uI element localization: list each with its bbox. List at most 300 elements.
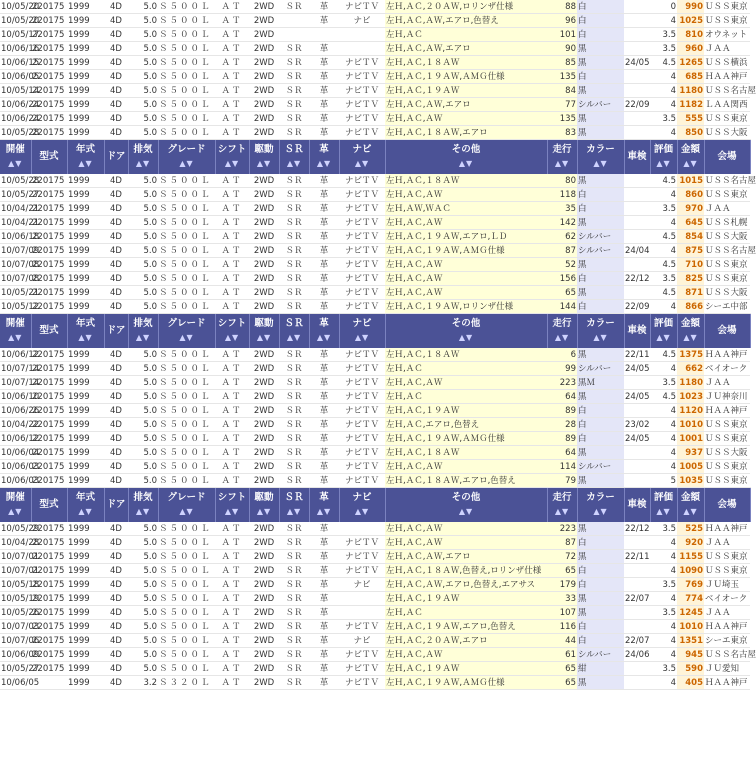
cell-year: 1999 xyxy=(67,244,104,258)
cell-drive: 2WD xyxy=(249,606,279,620)
cell-score: 4 xyxy=(650,404,677,418)
header-price xyxy=(677,140,704,175)
cell-year: 1999 xyxy=(67,216,104,230)
sort-arrows-icon[interactable]: ▲▼ xyxy=(316,333,332,342)
cell-drive: 2WD xyxy=(249,474,279,488)
sort-arrows-icon[interactable]: ▲▼ xyxy=(78,159,93,168)
cell-other: 左Ｈ,ＡＣ,ＡＷ,エアロ,色替え xyxy=(385,14,547,28)
sort-arrows-icon[interactable]: ▲▼ xyxy=(224,507,240,516)
cell-grade: Ｓ５００Ｌ xyxy=(158,404,215,418)
cell-navi: ナビＴＶ xyxy=(339,620,385,634)
cell-grade: Ｓ５００Ｌ xyxy=(158,620,215,634)
table-row[interactable] xyxy=(0,376,750,390)
header-displacement xyxy=(128,314,158,349)
cell-other: 左Ｈ,ＡＣ,ＡＷ xyxy=(385,216,547,230)
sort-arrows-icon[interactable]: ▲▼ xyxy=(224,333,240,342)
cell-date: 10/05/27 xyxy=(1,663,40,674)
header-label: 排気 xyxy=(133,492,153,503)
cell-grade: Ｓ５００Ｌ xyxy=(158,348,215,362)
table-row[interactable] xyxy=(0,14,750,28)
sort-arrows-icon[interactable]: ▲▼ xyxy=(286,333,302,342)
cell-color: 黒 xyxy=(577,474,624,488)
sort-arrows-icon[interactable]: ▲▼ xyxy=(286,159,302,168)
sort-arrows-icon[interactable]: ▲▼ xyxy=(458,333,474,342)
cell-score: 4 xyxy=(650,126,677,140)
cell-inspection: 24/06 xyxy=(625,649,650,660)
cell-other: 左Ｈ,ＡＣ,ＡＷ,エアロ,色替え,エアサス xyxy=(385,578,547,592)
cell-mileage: 118 xyxy=(547,188,577,202)
sort-arrows-icon[interactable]: ▲▼ xyxy=(354,159,370,168)
header-label: 駆動 xyxy=(254,318,274,329)
header-sunroof xyxy=(279,314,309,349)
cell-sunroof: ＳＲ xyxy=(279,174,309,188)
cell-date: 10/06/10 xyxy=(1,391,40,402)
cell-leather: 革 xyxy=(309,676,339,690)
sort-arrows-icon[interactable]: ▲▼ xyxy=(78,507,93,516)
table-row[interactable] xyxy=(0,286,750,300)
cell-year: 1999 xyxy=(67,606,104,620)
cell-price: 1001 xyxy=(677,432,704,446)
header-drive xyxy=(249,314,279,349)
sort-arrows-icon[interactable]: ▲▼ xyxy=(135,507,151,516)
sort-arrows-icon[interactable]: ▲▼ xyxy=(656,159,671,168)
cell-price: 1265 xyxy=(677,56,704,70)
cell-score: 4 xyxy=(650,564,677,578)
cell-drive: 2WD xyxy=(249,300,279,314)
cell-shift: ＡＴ xyxy=(215,286,249,300)
sort-arrows-icon[interactable]: ▲▼ xyxy=(458,159,474,168)
cell-sunroof xyxy=(279,14,309,28)
cell-color: 白 xyxy=(577,634,624,648)
sort-arrows-icon[interactable]: ▲▼ xyxy=(316,159,332,168)
table-row[interactable] xyxy=(0,28,750,42)
table-row[interactable] xyxy=(0,98,750,112)
cell-leather: 革 xyxy=(309,362,339,376)
table-row[interactable] xyxy=(0,460,750,474)
cell-shift: ＡＴ xyxy=(215,216,249,230)
cell-displacement: 5.0 xyxy=(128,634,158,648)
sort-arrows-icon[interactable]: ▲▼ xyxy=(256,159,272,168)
cell-venue: ＵＳＳ東京 xyxy=(704,474,750,488)
cell-navi xyxy=(339,42,385,56)
table-row[interactable] xyxy=(0,418,750,432)
cell-navi: ナビＴＶ xyxy=(339,648,385,662)
table-row[interactable] xyxy=(0,634,750,648)
cell-displacement: 5.0 xyxy=(128,286,158,300)
cell-drive: 2WD xyxy=(249,0,279,14)
cell-grade: Ｓ５００Ｌ xyxy=(158,362,215,376)
sort-arrows-icon[interactable]: ▲▼ xyxy=(593,333,608,342)
cell-grade: Ｓ５００Ｌ xyxy=(158,126,215,140)
cell-navi: ナビＴＶ xyxy=(339,70,385,84)
cell-navi: ナビＴＶ xyxy=(339,460,385,474)
cell-inspection xyxy=(624,404,650,418)
cell-price: 774 xyxy=(677,592,704,606)
sort-arrows-icon[interactable]: ▲▼ xyxy=(135,159,151,168)
cell-inspection xyxy=(624,446,650,460)
table-row[interactable] xyxy=(0,188,750,202)
cell-venue: ＵＳＳ東京 xyxy=(704,564,750,578)
cell-year: 1999 xyxy=(67,592,104,606)
sort-arrows-icon[interactable]: ▲▼ xyxy=(78,333,93,342)
sort-arrows-icon[interactable]: ▲▼ xyxy=(554,507,570,516)
cell-mileage: 61 xyxy=(547,648,577,662)
cell-drive: 2WD xyxy=(249,550,279,564)
cell-date: 10/06/15 xyxy=(1,57,40,68)
cell-model-code: 220175 xyxy=(31,348,67,362)
table-row[interactable] xyxy=(0,404,750,418)
cell-inspection xyxy=(624,126,650,140)
cell-mileage: 64 xyxy=(547,390,577,404)
table-row[interactable] xyxy=(0,648,750,662)
header-other xyxy=(385,140,547,175)
header-label: シフト xyxy=(217,492,247,503)
header-label: ＳＲ xyxy=(284,144,304,155)
cell-sunroof: ＳＲ xyxy=(279,42,309,56)
cell-drive: 2WD xyxy=(249,460,279,474)
cell-navi: ナビＴＶ xyxy=(339,676,385,690)
cell-drive: 2WD xyxy=(249,84,279,98)
cell-sunroof: ＳＲ xyxy=(279,216,309,230)
cell-doors: 4D xyxy=(104,14,128,28)
cell-other: 左Ｈ,ＡＣ,１８ＡＷ xyxy=(385,56,547,70)
sort-arrows-icon[interactable]: ▲▼ xyxy=(256,333,272,342)
cell-score: 4 xyxy=(650,84,677,98)
cell-displacement: 5.0 xyxy=(128,376,158,390)
cell-color: 黒 xyxy=(577,56,624,70)
cell-leather xyxy=(309,28,339,42)
sort-arrows-icon[interactable]: ▲▼ xyxy=(316,507,332,516)
cell-displacement: 5.0 xyxy=(128,620,158,634)
cell-color: 黒 xyxy=(577,592,624,606)
cell-navi: ナビＴＶ xyxy=(339,230,385,244)
sort-arrows-icon[interactable]: ▲▼ xyxy=(224,159,240,168)
table-row[interactable] xyxy=(0,432,750,446)
cell-model-code: 220175 xyxy=(31,42,67,56)
table-row[interactable] xyxy=(0,536,750,550)
cell-model-code: 220175 xyxy=(31,216,67,230)
cell-sunroof: ＳＲ xyxy=(279,634,309,648)
cell-navi: ナビＴＶ xyxy=(339,564,385,578)
cell-shift: ＡＴ xyxy=(215,202,249,216)
table-row[interactable] xyxy=(0,84,750,98)
cell-model-code: 220175 xyxy=(31,634,67,648)
cell-year: 1999 xyxy=(67,230,104,244)
table-row[interactable] xyxy=(0,606,750,620)
sort-arrows-icon[interactable]: ▲▼ xyxy=(656,333,671,342)
cell-color: 白 xyxy=(577,300,624,314)
cell-inspection xyxy=(624,662,650,676)
table-row[interactable] xyxy=(0,272,750,286)
cell-other: 左Ｈ,ＡＣ,ＡＷ,エアロ xyxy=(385,98,547,112)
cell-venue: ＵＳＳ名古屋 xyxy=(705,85,756,96)
cell-displacement: 5.0 xyxy=(128,460,158,474)
cell-date: 10/06/24 xyxy=(1,113,40,124)
cell-inspection xyxy=(624,28,650,42)
cell-displacement: 5.0 xyxy=(128,112,158,126)
cell-year: 1999 xyxy=(67,460,104,474)
cell-price: 871 xyxy=(677,286,704,300)
cell-color: 黒Ｍ xyxy=(577,376,624,390)
cell-navi: ナビＴＶ xyxy=(339,362,385,376)
header-label: 駆動 xyxy=(254,144,274,155)
table-row[interactable] xyxy=(0,112,750,126)
cell-model-code: 220175 xyxy=(31,362,67,376)
cell-grade: Ｓ５００Ｌ xyxy=(158,70,215,84)
header-label: 年式 xyxy=(75,318,95,329)
cell-color: 黒 xyxy=(577,42,624,56)
sort-arrows-icon[interactable]: ▲▼ xyxy=(554,159,570,168)
table-row[interactable] xyxy=(0,662,750,676)
sort-arrows-icon[interactable]: ▲▼ xyxy=(593,507,608,516)
table-row[interactable] xyxy=(0,0,750,14)
cell-drive: 2WD xyxy=(249,56,279,70)
cell-color: 黒 xyxy=(577,112,624,126)
cell-displacement: 5.0 xyxy=(128,216,158,230)
cell-displacement: 5.0 xyxy=(128,474,158,488)
cell-displacement: 5.0 xyxy=(128,230,158,244)
cell-other: 左Ｈ,ＡＣ,１９ＡＷ,エアロ,ＬＤ xyxy=(385,230,547,244)
cell-leather: 革 xyxy=(309,620,339,634)
header-label: ＳＲ xyxy=(284,318,304,329)
cell-mileage: 64 xyxy=(547,446,577,460)
cell-date: 10/06/18 xyxy=(1,231,40,242)
sort-arrows-icon[interactable]: ▲▼ xyxy=(354,507,370,516)
sort-arrows-icon[interactable]: ▲▼ xyxy=(8,507,23,516)
cell-year: 1999 xyxy=(67,662,104,676)
table-row[interactable] xyxy=(0,258,750,272)
cell-other: 左Ｈ,ＡＣ,１９ＡＷ,ＡＭＧ仕様 xyxy=(385,432,547,446)
sort-arrows-icon[interactable]: ▲▼ xyxy=(8,159,23,168)
header-label: 金額 xyxy=(680,144,700,155)
cell-shift: ＡＴ xyxy=(215,174,249,188)
header-score xyxy=(650,488,677,523)
cell-grade: Ｓ５００Ｌ xyxy=(158,258,215,272)
table-row[interactable] xyxy=(0,202,750,216)
cell-inspection: 22/09 xyxy=(625,301,650,312)
table-row[interactable] xyxy=(0,42,750,56)
cell-sunroof: ＳＲ xyxy=(279,662,309,676)
table-row[interactable] xyxy=(0,550,750,564)
cell-navi: ナビＴＶ xyxy=(339,446,385,460)
sort-arrows-icon[interactable]: ▲▼ xyxy=(8,333,23,342)
cell-venue: ＪＡＡ xyxy=(704,202,750,216)
cell-other: 左Ｈ,ＡＣ,１８ＡＷ,エアロ xyxy=(385,126,547,140)
cell-price: 590 xyxy=(677,662,704,676)
cell-mileage: 223 xyxy=(547,376,577,390)
cell-inspection xyxy=(624,174,650,188)
cell-shift: ＡＴ xyxy=(215,446,249,460)
cell-score: 4 xyxy=(650,188,677,202)
cell-venue: ＵＳＳ東京 xyxy=(704,432,750,446)
cell-mileage: 101 xyxy=(547,28,577,42)
header-label: 革 xyxy=(319,318,329,329)
cell-other: 左Ｈ,ＡＣ,１８ＡＷ,色替え,ロリンザ仕様 xyxy=(385,564,547,578)
table-row[interactable] xyxy=(0,230,750,244)
header-venue xyxy=(704,488,750,523)
sort-arrows-icon[interactable]: ▲▼ xyxy=(286,507,302,516)
cell-score: 3.5 xyxy=(650,202,677,216)
cell-leather: 革 xyxy=(309,112,339,126)
cell-venue: ＵＳＳ札幌 xyxy=(704,216,750,230)
cell-leather: 革 xyxy=(309,70,339,84)
cell-price: 854 xyxy=(677,230,704,244)
cell-year: 1999 xyxy=(67,70,104,84)
cell-sunroof: ＳＲ xyxy=(279,286,309,300)
cell-venue: ＪＡＡ xyxy=(704,536,750,550)
table-row[interactable] xyxy=(0,216,750,230)
cell-navi xyxy=(339,28,385,42)
cell-inspection xyxy=(624,578,650,592)
cell-date: 10/06/03 xyxy=(1,475,40,486)
cell-year: 1999 xyxy=(67,676,104,690)
sort-arrows-icon[interactable]: ▲▼ xyxy=(656,507,671,516)
cell-shift: ＡＴ xyxy=(215,28,249,42)
cell-score: 4 xyxy=(650,634,677,648)
header-grade xyxy=(158,140,215,175)
sort-arrows-icon[interactable]: ▲▼ xyxy=(179,507,194,516)
table-row[interactable] xyxy=(0,362,750,376)
cell-inspection: 23/02 xyxy=(625,419,650,430)
header-year xyxy=(67,140,104,175)
sort-arrows-icon[interactable]: ▲▼ xyxy=(135,333,151,342)
cell-navi: ナビＴＶ xyxy=(339,216,385,230)
cell-other: 左Ｈ,ＡＣ,ＡＷ xyxy=(385,536,547,550)
cell-navi: ナビＴＶ xyxy=(339,390,385,404)
cell-shift: ＡＴ xyxy=(215,564,249,578)
sort-arrows-icon[interactable]: ▲▼ xyxy=(179,333,194,342)
cell-doors: 4D xyxy=(104,474,128,488)
cell-color: 黒 xyxy=(577,348,624,362)
cell-inspection: 22/12 xyxy=(625,273,650,284)
cell-other: 左Ｈ,ＡＣ,１８ＡＷ,エアロ,色替え xyxy=(385,474,547,488)
cell-doors: 4D xyxy=(104,522,128,536)
cell-model-code: 220175 xyxy=(31,376,67,390)
table-row[interactable] xyxy=(0,592,750,606)
sort-arrows-icon[interactable]: ▲▼ xyxy=(683,507,698,516)
cell-date: 10/06/12 xyxy=(1,433,40,444)
cell-displacement: 5.0 xyxy=(128,564,158,578)
cell-doors: 4D xyxy=(104,230,128,244)
cell-navi: ナビＴＶ xyxy=(339,244,385,258)
cell-year: 1999 xyxy=(67,98,104,112)
header-score xyxy=(650,314,677,349)
cell-grade: Ｓ５００Ｌ xyxy=(158,244,215,258)
cell-score: 3.5 xyxy=(650,522,677,536)
header-color xyxy=(577,140,624,175)
cell-other: 左Ｈ,ＡＣ xyxy=(385,390,547,404)
cell-year: 1999 xyxy=(67,300,104,314)
cell-other: 左Ｈ,ＡＣ,１９ＡＷ xyxy=(385,404,547,418)
cell-navi: ナビＴＶ xyxy=(339,432,385,446)
table-row[interactable] xyxy=(0,474,750,488)
cell-displacement: 5.0 xyxy=(128,202,158,216)
cell-venue: ＨＡＡ神戸 xyxy=(704,676,750,690)
header-doors xyxy=(104,140,128,175)
cell-inspection xyxy=(624,620,650,634)
cell-shift: ＡＴ xyxy=(215,84,249,98)
cell-model-code: 220175 xyxy=(31,418,67,432)
cell-leather: 革 xyxy=(309,42,339,56)
table-row[interactable] xyxy=(0,620,750,634)
table-row[interactable] xyxy=(0,174,750,188)
cell-mileage: 96 xyxy=(547,14,577,28)
sort-arrows-icon[interactable]: ▲▼ xyxy=(683,333,698,342)
cell-model-code: 220175 xyxy=(31,258,67,272)
cell-venue: ＵＳＳ東京 xyxy=(704,418,750,432)
cell-doors: 4D xyxy=(104,676,128,690)
table-row[interactable] xyxy=(0,56,750,70)
table-row[interactable] xyxy=(0,522,750,536)
cell-year: 1999 xyxy=(67,348,104,362)
cell-price: 662 xyxy=(677,362,704,376)
cell-grade: Ｓ５００Ｌ xyxy=(158,216,215,230)
cell-score: 4 xyxy=(650,620,677,634)
table-row[interactable] xyxy=(0,676,750,690)
sort-arrows-icon[interactable]: ▲▼ xyxy=(593,159,608,168)
cell-inspection: 22/07 xyxy=(625,593,650,604)
cell-mileage: 65 xyxy=(547,564,577,578)
table-row[interactable] xyxy=(0,446,750,460)
cell-inspection xyxy=(624,676,650,690)
table-row[interactable] xyxy=(0,70,750,84)
cell-inspection xyxy=(624,376,650,390)
cell-color: シルバー xyxy=(577,648,624,662)
cell-displacement: 5.0 xyxy=(128,258,158,272)
sort-arrows-icon[interactable]: ▲▼ xyxy=(554,333,570,342)
sort-arrows-icon[interactable]: ▲▼ xyxy=(256,507,272,516)
cell-other: 左Ｈ,ＡＣ,１９ＡＷ,ＡＭＧ仕様 xyxy=(385,70,547,84)
cell-year: 1999 xyxy=(67,376,104,390)
cell-leather: 革 xyxy=(309,522,339,536)
header-model-code xyxy=(31,314,67,349)
cell-leather: 革 xyxy=(309,188,339,202)
cell-venue: ＵＳＳ横浜 xyxy=(704,56,750,70)
cell-color: 黒 xyxy=(577,286,624,300)
cell-price: 875 xyxy=(677,244,704,258)
cell-color: 白 xyxy=(577,564,624,578)
table-row[interactable] xyxy=(0,244,750,258)
header-navi xyxy=(339,140,385,175)
cell-doors: 4D xyxy=(104,112,128,126)
table-row[interactable] xyxy=(0,578,750,592)
cell-price: 1155 xyxy=(677,550,704,564)
sort-arrows-icon[interactable]: ▲▼ xyxy=(354,333,370,342)
sort-arrows-icon[interactable]: ▲▼ xyxy=(683,159,698,168)
cell-navi: ナビＴＶ xyxy=(339,258,385,272)
cell-color: 白 xyxy=(577,578,624,592)
table-row[interactable] xyxy=(0,564,750,578)
cell-leather: 革 xyxy=(309,578,339,592)
table-row[interactable] xyxy=(0,126,750,140)
table-row[interactable] xyxy=(0,300,750,314)
cell-doors: 4D xyxy=(104,550,128,564)
table-row[interactable] xyxy=(0,348,750,362)
cell-model-code: 220175 xyxy=(31,84,67,98)
sort-arrows-icon[interactable]: ▲▼ xyxy=(179,159,194,168)
cell-color: 紺 xyxy=(577,662,624,676)
header-label: 排気 xyxy=(133,318,153,329)
cell-other: 左Ｈ,ＡＣ,１９ＡＷ xyxy=(385,592,547,606)
cell-other: 左Ｈ,ＡＣ,ＡＷ xyxy=(385,112,547,126)
cell-model-code: 220175 xyxy=(31,404,67,418)
cell-doors: 4D xyxy=(104,536,128,550)
cell-leather: 革 xyxy=(309,230,339,244)
cell-color: シルバー xyxy=(577,98,624,112)
table-row[interactable] xyxy=(0,390,750,404)
sort-arrows-icon[interactable]: ▲▼ xyxy=(458,507,474,516)
cell-year: 1999 xyxy=(67,578,104,592)
